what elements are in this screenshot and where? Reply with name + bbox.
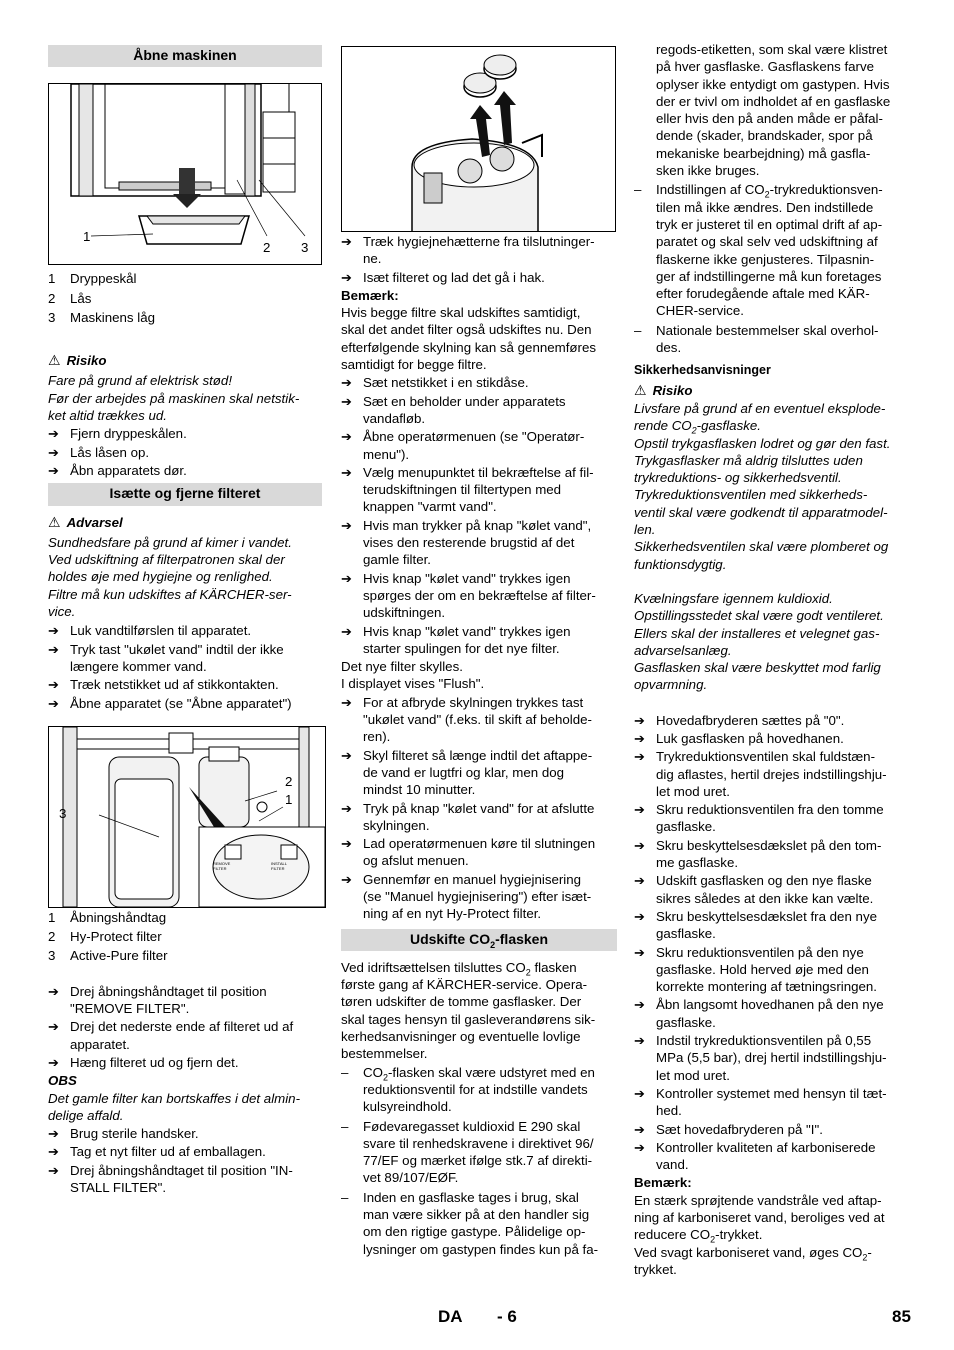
legend-item: 3 Active-Pure filter <box>48 948 168 964</box>
legend-item: 2 Hy-Protect filter <box>48 929 162 945</box>
steps-install-filter <box>48 1125 322 1196</box>
arrow-right-icon: ➔ <box>634 712 645 728</box>
arrow-right-icon: ➔ <box>341 747 352 763</box>
step-item: ➔ Indstil trykreduktionsventilen på 0,55 MPa (5,5 bar), drej hertil indstillingshju- let mod uret. <box>634 1033 887 1083</box>
legend-filters <box>48 909 322 965</box>
legend-item: 1 Dryppeskål <box>48 271 137 287</box>
warning-triangle-icon: ⚠ <box>48 513 61 530</box>
step-item: ➔ Skru beskyttelsesdækslet på den tom- me gasflaske. <box>634 837 882 871</box>
risk-text: Livsfare på grund af en eventuel eksplode- rende $CO_2$-gasflaske. Opstil trykgasflasken lodret og gør den fast. Trykgasflasker må aldrig tilsluttes uden trykreduktions- og sikkerhedsventil. Trykreduktionsventilen med sikkerheds- ventil skal være godkendt til apparatmodel- len. Sikkerhedsventilen skal være plomberet og funktionsdygtig. Kvælningsfare igennem kuldioxid. Opstillingsstedet skal være godt ventileret. Ellers skal der installeres et velegnet gas- advarselsanlæg. Gasflasken skal være beskyttet mod farlig opvarmning. <box>634 400 891 693</box>
arrow-right-icon: ➔ <box>341 464 352 480</box>
section-heading-co2: Udskifte $CO_2$-flasken <box>341 929 617 951</box>
note-text: En stærk sprøjtende vandstråle ved aftap- ning af karboniseret vand, beroliges ved at reducere $CO_2$-trykket. Ved svagt karboniseret vand, øges $CO_2-$ trykket. <box>634 1192 885 1277</box>
steps-flush <box>341 374 617 657</box>
safety-heading: Sikkerhedsanvisninger <box>634 363 771 378</box>
arrow-right-icon: ➔ <box>341 871 352 887</box>
step-item: ➔ Gennemfør en manuel hygiejnisering (se "Manuel hygiejnisering") efter isæt- ning af en nyt Hy-Protect filter. <box>341 871 592 922</box>
co2-intro: Ved idriftsættelsen tilsluttes $CO_2$ flasken første gang af KÄRCHER-service. Opera- tøren udskifter de tomme gasflasker. Der skal tages hensyn til gasleverandørens sik- kerhedsanvisninger og eventuelle lovlige bestemmelser. <box>341 959 596 1062</box>
step-item: ➔ Træk netstikket ud af stikkontakten. <box>48 677 279 693</box>
dash-item: – Fødevaregasset kuldioxid E 290 skal svare til renhedskravene i direktivet 96/ 77/EF og mærket ifølge stk.7 af direkti- vet 89/107/EØF. <box>341 1118 594 1186</box>
arrow-right-icon: ➔ <box>48 623 59 639</box>
fig1-callout-3: 3 <box>301 240 309 256</box>
arrow-right-icon: ➔ <box>48 695 59 711</box>
legend-item: 2 Lås <box>48 290 92 306</box>
step-item: ➔ Kontroller kvaliteten af karboniserede vand. <box>634 1139 876 1173</box>
fig1-callout-2: 2 <box>263 240 271 256</box>
step-item: ➔ Åbn langsomt hovedhanen på den nye gasflaske. <box>634 997 884 1030</box>
step-item: ➔ Skru beskyttelsesdækslet fra den nye gasflaske. <box>634 908 877 942</box>
arrow-right-icon: ➔ <box>634 1139 645 1155</box>
filters-illustration <box>49 727 325 907</box>
steps-remove-filter <box>48 983 322 1071</box>
section-heading-filter: Isætte og fjerne filteret <box>48 483 322 505</box>
fig2-callout-2: 2 <box>285 773 293 789</box>
arrow-right-icon: ➔ <box>341 393 352 409</box>
dash-item: – Nationale bestemmelser skal overhol- des. <box>634 322 879 356</box>
warning-heading: ⚠ Advarsel <box>48 513 123 530</box>
figure-open-machine <box>48 83 322 265</box>
column-3 <box>634 41 912 1278</box>
arrow-right-icon: ➔ <box>48 1054 59 1070</box>
arrow-right-icon: ➔ <box>341 623 352 639</box>
obs-text: Det gamle filter kan bortskaffes i det almin- delige affald. <box>48 1090 301 1123</box>
arrow-right-icon: ➔ <box>341 570 352 586</box>
arrow-right-icon: ➔ <box>634 944 645 960</box>
steps-filter-prep <box>48 622 322 711</box>
steps-finish-flush <box>341 694 617 923</box>
step-item: ➔ Hvis knap "kølet vand" trykkes igen spørges der om en bekræftelse af filter- udskiftningen. <box>341 570 596 621</box>
step-item: ➔ Vælg menupunktet til bekræftelse af fil- terudskiftningen til filtertypen med knappen "varmt vand". <box>341 464 594 515</box>
step-item: ➔ Lad operatørmenuen køre til slutningen og afslut menuen. <box>341 836 596 869</box>
legend-item: 1 Åbningshåndtag <box>48 909 167 925</box>
arrow-right-icon: ➔ <box>48 641 59 657</box>
step-item: ➔ Tag et nyt filter ud af emballagen. <box>48 1144 266 1160</box>
arrow-right-icon: ➔ <box>341 375 352 391</box>
figure-hygiene-caps <box>341 46 616 232</box>
arrow-right-icon: ➔ <box>48 462 59 478</box>
steps-open <box>48 425 322 479</box>
arrow-right-icon: ➔ <box>341 429 352 445</box>
arrow-right-icon: ➔ <box>634 908 645 924</box>
hygiene-caps-illustration <box>342 47 615 231</box>
arrow-right-icon: ➔ <box>634 997 645 1013</box>
risk-text: Fare på grund af elektrisk stød! Før der arbejdes på maskinen skal netstik- ket altid trækkes ud. <box>48 373 300 424</box>
step-item: ➔ Kontroller systemet med hensyn til tæt- hed. <box>634 1085 887 1119</box>
step-item: ➔ Isæt filteret og lad det gå i hak. <box>341 269 545 285</box>
arrow-right-icon: ➔ <box>48 1019 59 1035</box>
dash-item: – Inden en gasflaske tages i brug, skal man være sikker på at den handler sig om den rigtige gastype. Pålidelige op- lysninger om gastypen findes kun på fa- <box>341 1189 599 1257</box>
fig2-callout-3: 3 <box>59 805 67 821</box>
step-item: ➔ Hvis man trykker på knap "kølet vand", vises den resterende brugstid af det gamle filter. <box>341 517 592 568</box>
arrow-right-icon: ➔ <box>48 677 59 693</box>
arrow-right-icon: ➔ <box>48 1126 59 1142</box>
step-item: ➔ Skyl filteret så længe indtil det aftappe- de vand er lugtfri og klar, men dog mindst 10 minutter. <box>341 747 593 798</box>
arrow-right-icon: ➔ <box>341 269 352 285</box>
step-item: ➔ Åbne apparatet (se "Åbne apparatet") <box>48 695 292 711</box>
step-item: ➔ Hvis knap "kølet vand" trykkes igen starter spulingen for det nye filter. <box>341 623 571 656</box>
warning-triangle-icon: ⚠ <box>634 381 647 398</box>
dash-item: – $CO_2$-flasken skal være udstyret med en reduktionsventil for at indstille vandets kulsyreindhold. <box>341 1064 595 1115</box>
arrow-right-icon: ➔ <box>341 234 352 249</box>
step-item: ➔ For at afbryde skylningen trykkes tast "ukølet vand" (f.eks. til skift af beholde- ren). <box>341 694 592 745</box>
step-item: ➔ Luk vandtilførslen til apparatet. <box>48 623 252 639</box>
arrow-right-icon: ➔ <box>48 983 59 999</box>
obs-heading: OBS <box>48 1073 77 1089</box>
dash-item: – Indstillingen af $CO_2-trykreduktionsven-$ tilen må ikke ændres. Den indstillede tryk er justeret til en optimal drift af ap- paratet og skal selv ved udskiftning af flaskerne ikke genjusteres. Tilpasnin- ger af indstillingerne må kun foretages efter forudegående aftale med KÄR- CHER-service. <box>634 182 883 319</box>
step-item: ➔ Brug sterile handsker. <box>48 1126 199 1142</box>
arrow-right-icon: ➔ <box>341 694 352 710</box>
arrow-right-icon: ➔ <box>341 836 352 852</box>
arrow-right-icon: ➔ <box>48 426 59 442</box>
step-item: ➔ Trykreduktionsventilen skal fuldstæn- dig aflastes, hertil drejes indstillingshju- let mod uret. <box>634 749 887 799</box>
note-heading: Bemærk: <box>634 1175 692 1191</box>
gas-type-continuation: regods-etiketten, som skal være klistret på hver gasflaske. Gasflaskens farve oplyser ikke entydigt om gastypen. Hvis der er tvivl om indholdet af en gasflaske eller hvis den på anden måde er påfal- dende (skader, brandskader, spor på mekaniske bearbejdning) må gasfla- sken ikke bruges. <box>656 42 891 179</box>
step-item: ➔ Sæt hovedafbryderen på "I". <box>634 1121 823 1137</box>
footer-page-number: 85 <box>892 1307 911 1326</box>
arrow-right-icon: ➔ <box>341 800 352 816</box>
warning-text: Sundhedsfare på grund af kimer i vandet. Ved udskiftning af filterpatronen skal der holdes øje med hygiejne og renlighed. Filtre må kun udskiftes af KÄRCHER-ser- vice. <box>48 534 292 620</box>
inset-label-remove-filter: REMOVE FILTER <box>213 860 231 871</box>
step-item: ➔ Hæng filteret ud og fjern det. <box>48 1054 239 1070</box>
step-item: ➔ Fjern dryppeskålen. <box>48 426 187 442</box>
step-item: ➔ Hovedafbryderen sættes på "0". <box>634 712 845 728</box>
steps-replace-co2 <box>634 712 912 1174</box>
arrow-right-icon: ➔ <box>634 802 645 818</box>
footer-language: DA <box>438 1307 463 1326</box>
arrow-right-icon: ➔ <box>634 1085 645 1101</box>
arrow-right-icon: ➔ <box>634 1121 645 1137</box>
arrow-right-icon: ➔ <box>634 749 645 765</box>
fig1-callout-1: 1 <box>83 229 91 245</box>
arrow-right-icon: ➔ <box>634 873 645 889</box>
arrow-right-icon: ➔ <box>48 1162 59 1178</box>
figure-filters <box>48 726 326 908</box>
arrow-right-icon: ➔ <box>48 1144 59 1160</box>
legend-open-machine <box>48 270 322 326</box>
co2-requirements <box>341 1064 617 1258</box>
steps-insert-filter <box>341 233 617 286</box>
column-2 <box>341 46 617 1259</box>
inset-label-install-filter: INSTALL FILTER <box>271 860 287 871</box>
step-item: ➔ Træk hygiejnehætterne fra tilslutninger- ne. <box>341 234 595 267</box>
step-item: ➔ Luk gasflasken på hovedhanen. <box>634 730 844 746</box>
step-item: ➔ Sæt en beholder under apparatets vandafløb. <box>341 393 566 426</box>
footer-page-local: - 6 <box>497 1307 517 1326</box>
warning-triangle-icon: ⚠ <box>48 352 61 369</box>
step-item: ➔ Skru reduktionsventilen på den nye gasflaske. Hold herved øje med den korrekte montering af tætningsringen. <box>634 944 877 995</box>
step-item: ➔ Tryk på knap "kølet vand" for at afslutte skylningen. <box>341 800 595 833</box>
arrow-right-icon: ➔ <box>341 517 352 533</box>
step-item: ➔ Lås låsen op. <box>48 444 150 460</box>
risk-heading: ⚠ Risiko <box>634 381 693 398</box>
note-heading: Bemærk: <box>341 287 399 303</box>
step-item: ➔ Sæt netstikket i en stikdåse. <box>341 375 529 391</box>
section-heading-open-machine: Åbne maskinen <box>48 45 322 67</box>
risk-heading: ⚠ Risiko <box>48 352 107 369</box>
arrow-right-icon: ➔ <box>48 444 59 460</box>
flush-text: Det nye filter skylles. I displayet vises "Flush". <box>341 659 485 692</box>
step-item: ➔ Tryk tast "ukølet vand" indtil der ikke længere kommer vand. <box>48 641 284 674</box>
step-item: ➔ Åbne operatørmenuen (se "Operatør- menu"). <box>341 429 585 462</box>
legend-item: 3 Maskinens låg <box>48 309 155 325</box>
arrow-right-icon: ➔ <box>634 730 645 746</box>
step-item: ➔ Åbn apparatets dør. <box>48 462 187 478</box>
step-item: ➔ Skru reduktionsventilen fra den tomme gasflaske. <box>634 802 884 835</box>
step-item: ➔ Drej åbningshåndtaget til position "REMOVE FILTER". <box>48 983 267 1017</box>
step-item: ➔ Drej åbningshåndtaget til position "IN- STALL FILTER". <box>48 1162 293 1195</box>
step-item: ➔ Drej det nederste ende af filteret ud af apparatet. <box>48 1019 294 1052</box>
arrow-right-icon: ➔ <box>634 837 645 853</box>
fig2-callout-1: 1 <box>285 791 293 807</box>
step-item: ➔ Udskift gasflasken og den nye flaske sikres således at den ikke kan vælte. <box>634 873 874 906</box>
column-1 <box>48 45 322 1197</box>
note-text: Hvis begge filtre skal udskiftes samtidigt, skal det andet filter også udskiftes nu. Den efterfølgende skylning kan så gennemføres samtidigt for begge filtre. <box>341 305 596 373</box>
arrow-right-icon: ➔ <box>634 1033 645 1049</box>
